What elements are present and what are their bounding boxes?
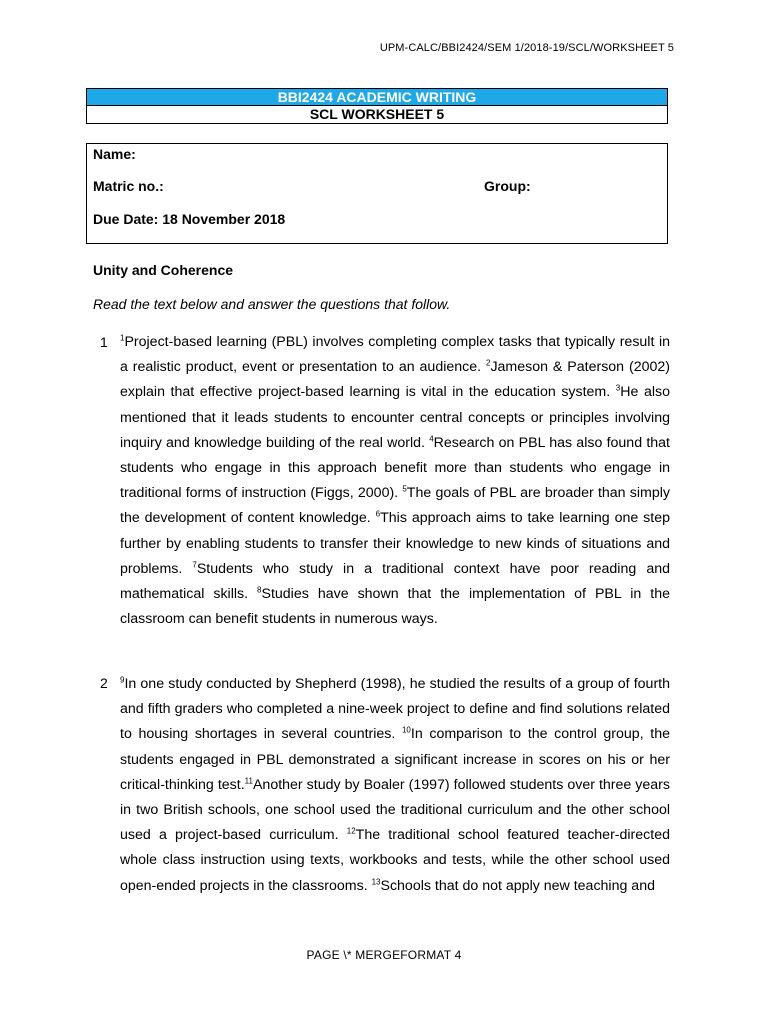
sentence-text: He also mentioned that it leads students to encounter central concepts or principles involving inquiry and knowledge building of the real world.	[120, 384, 671, 451]
sentence-number: 13	[371, 876, 381, 886]
sentence-text: Studies have shown that the implementation of PBL in the classroom can benefit students in numerous ways.	[120, 586, 671, 628]
sentence-number: 7	[192, 560, 197, 570]
sentence-text: In comparison to the control group, the students engaged in PBL demonstrated a significant increase in scores on his or her critical-thinking test.	[120, 726, 670, 793]
sentence-number: 10	[401, 725, 411, 735]
paragraph-1	[120, 330, 670, 632]
document-reference-header: UPM-CALC/BBI2424/SEM 1/2018-19/SCL/WORKSHEET 5	[379, 42, 674, 54]
sentence-text: The goals of PBL are broader than simply the development of content knowledge.	[120, 485, 670, 527]
sentence-text: Students who study in a traditional context have poor reading and mathematical skills.	[120, 560, 671, 603]
paragraph-number: 1	[100, 334, 108, 350]
name-label: Name:	[93, 146, 136, 162]
title-table	[86, 88, 668, 124]
sentence-text: Research on PBL has also found that students who engage in this approach benefit more than students who engage in traditional forms of instruction (Figgs, 2000).	[120, 434, 670, 502]
sentence-number: 11	[244, 776, 253, 786]
sentence-number: 4	[429, 434, 434, 444]
sentence-number: 8	[257, 585, 262, 595]
sentence-text: Another study by Boaler (1997) followed students over three years in two British schools, one school used the traditional curriculum and the other school used a project-based curriculum.	[120, 776, 670, 844]
sentence-number: 5	[402, 484, 407, 494]
section-heading: Unity and Coherence	[93, 262, 234, 278]
matric-label: Matric no.:	[93, 178, 164, 194]
group-label: Group:	[484, 178, 531, 194]
paragraph-2	[120, 672, 670, 899]
sentence-number: 9	[120, 675, 125, 685]
sentence-number: 12	[346, 826, 356, 836]
course-title: BBI2424 ACADEMIC WRITING	[87, 89, 667, 106]
sentence-number: 1	[120, 333, 125, 343]
paragraph-number: 2	[100, 675, 108, 691]
worksheet-title: SCL WORKSHEET 5	[309, 106, 445, 122]
sentence-number: 2	[485, 358, 491, 368]
sentence-text: Project-based learning (PBL) involves completing complex tasks that typically result in a realistic product, event or presentation to an audience.	[120, 334, 670, 376]
student-info-box	[86, 143, 668, 244]
sentence-text: In one study conducted by Shepherd (1998), he studied the results of a group of fourth and fifth graders who completed a nine-week project to define and find solutions related to housing shortages in several countries.	[120, 676, 670, 743]
sentence-text: Schools that do not apply new teaching and	[380, 877, 655, 894]
instruction-text: Read the text below and answer the questions that follow.	[93, 296, 451, 312]
sentence-number: 6	[375, 509, 381, 519]
sentence-number: 3	[615, 383, 621, 393]
sentence-text: Jameson & Paterson (2002) explain that effective project-based learning is vital in the education system.	[120, 359, 670, 401]
due-date: Due Date: 18 November 2018	[93, 211, 286, 227]
page-footer: PAGE \* MERGEFORMAT 4	[306, 948, 462, 962]
sentence-text: This approach aims to take learning one step further by enabling students to transfer their knowledge to new kinds of situations and problems.	[120, 510, 670, 577]
sentence-text: The traditional school featured teacher-directed whole class instruction using texts, workbooks and tests, while the other school used open-ended projects in the classrooms.	[120, 827, 670, 894]
